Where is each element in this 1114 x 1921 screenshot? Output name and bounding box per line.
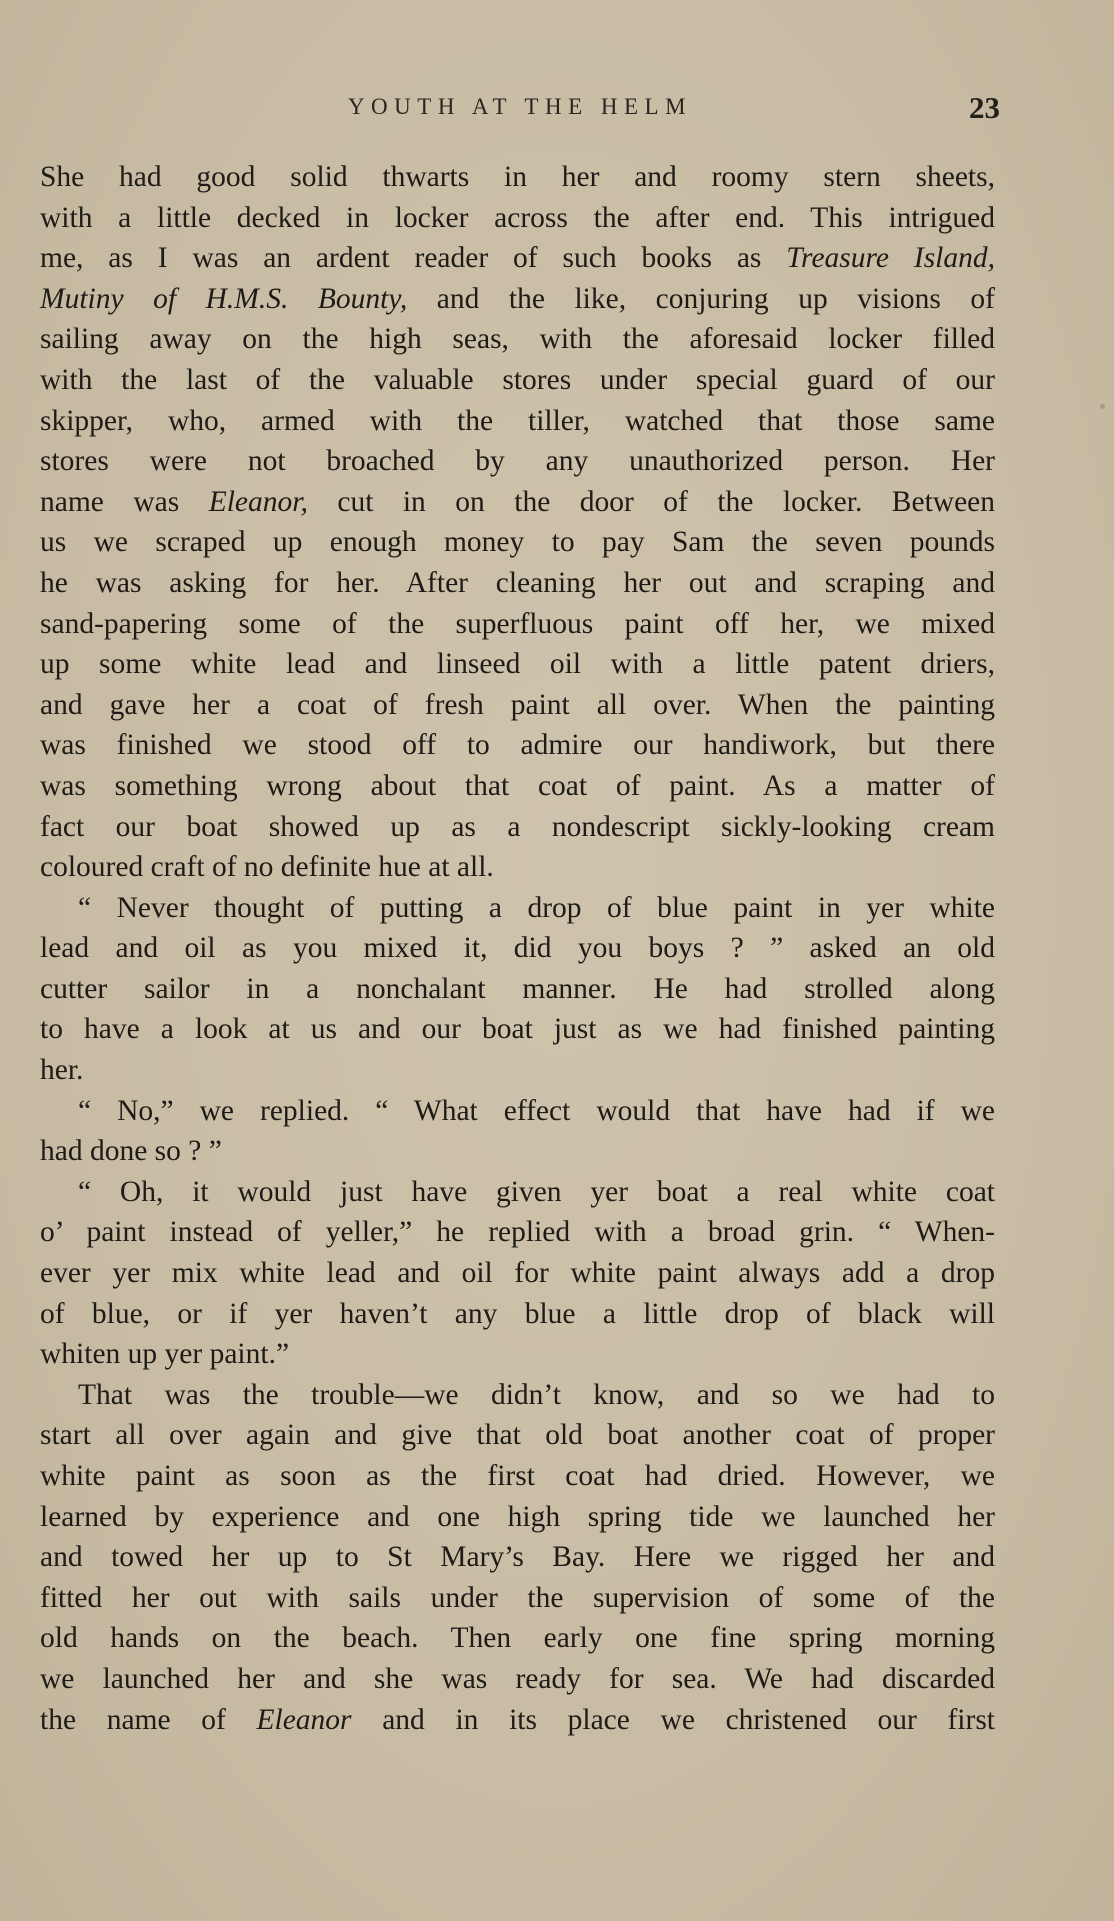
text-line: we launched her and she was ready for sea. We had discarded bbox=[40, 1662, 995, 1695]
text-line: start all over again and give that old boat another coat of proper bbox=[40, 1419, 995, 1452]
text-line: he was asking for her. After cleaning her out and scraping and bbox=[40, 566, 995, 599]
text-line: her. bbox=[40, 1054, 84, 1087]
text-line: learned by experience and one high spring tide we launched her bbox=[40, 1500, 995, 1533]
text-line: and towed her up to St Mary’s Bay. Here we rigged her and bbox=[40, 1541, 995, 1574]
boat-name-italic: Eleanor, bbox=[208, 485, 308, 518]
text-line: to have a look at us and our boat just as we had finished painting bbox=[40, 1013, 995, 1046]
text-line: the name of Eleanor and in its place we christened our first bbox=[40, 1703, 995, 1736]
text-line: “ Oh, it would just have given yer boat a real white coat bbox=[78, 1175, 995, 1208]
text-line: lead and oil as you mixed it, did you boys ? ” asked an old bbox=[40, 932, 995, 965]
text-line: us we scraped up enough money to pay Sam the seven pounds bbox=[40, 526, 995, 559]
text-line: cutter sailor in a nonchalant manner. He had strolled along bbox=[40, 972, 995, 1005]
text-line: and gave her a coat of fresh paint all over. When the painting bbox=[40, 688, 995, 721]
text-line: with the last of the valuable stores under special guard of our bbox=[40, 363, 995, 396]
book-title-italic: Mutiny of H.M.S. Bounty, bbox=[40, 282, 408, 315]
text-line: of blue, or if yer haven’t any blue a little drop of black will bbox=[40, 1297, 995, 1330]
text-line: stores were not broached by any unauthorized person. Her bbox=[40, 445, 995, 478]
text-line: She had good solid thwarts in her and roomy stern sheets, bbox=[40, 161, 995, 193]
text-line: white paint as soon as the first coat had dried. However, we bbox=[40, 1460, 995, 1492]
page-number: 23 bbox=[969, 90, 1000, 125]
text-line: Mutiny of H.M.S. Bounty, and the like, conjuring up visions of bbox=[40, 282, 995, 315]
text-line: name was Eleanor, cut in on the door of the locker. Between bbox=[40, 485, 996, 518]
text-line: had done so ? ” bbox=[40, 1135, 222, 1168]
boat-name-italic: Eleanor bbox=[256, 1703, 352, 1736]
text-line: skipper, who, armed with the tiller, watched that those same bbox=[40, 404, 995, 437]
text-line: fitted her out with sails under the supervision of some of the bbox=[40, 1581, 995, 1614]
text-line: “ No,” we replied. “ What effect would that have had if we bbox=[78, 1094, 995, 1127]
text-line: me, as I was an ardent reader of such books as Treasure Island, bbox=[40, 242, 996, 275]
text-line: That was the trouble—we didn’t know, and so we had to bbox=[78, 1378, 995, 1411]
text-line: with a little decked in locker across the after end. This intrigued bbox=[40, 201, 995, 234]
text-line: ever yer mix white lead and oil for white paint always add a drop bbox=[40, 1257, 995, 1290]
text-line: coloured craft of no definite hue at all. bbox=[40, 851, 494, 884]
body-text bbox=[40, 157, 995, 1740]
paper-fleck bbox=[1100, 404, 1105, 409]
page-header bbox=[40, 90, 1000, 130]
text-line: was something wrong about that coat of paint. As a matter of bbox=[40, 769, 995, 802]
running-title: YOUTH AT THE HELM bbox=[347, 94, 693, 119]
text-line: sand-papering some of the superfluous paint off her, we mixed bbox=[40, 607, 995, 640]
text-line: sailing away on the high seas, with the aforesaid locker filled bbox=[40, 323, 995, 356]
text-line: was finished we stood off to admire our handiwork, but there bbox=[40, 729, 995, 762]
text-line: o’ paint instead of yeller,” he replied with a broad grin. “ When- bbox=[40, 1216, 995, 1249]
text-line: whiten up yer paint.” bbox=[40, 1338, 290, 1371]
text-line: up some white lead and linseed oil with a little patent driers, bbox=[40, 648, 995, 681]
text-line: old hands on the beach. Then early one fine spring morning bbox=[40, 1622, 995, 1655]
text-line: “ Never thought of putting a drop of blue paint in yer white bbox=[78, 891, 995, 924]
text-line: fact our boat showed up as a nondescript sickly-looking cream bbox=[40, 810, 995, 843]
book-title-italic: Treasure Island, bbox=[786, 242, 996, 275]
